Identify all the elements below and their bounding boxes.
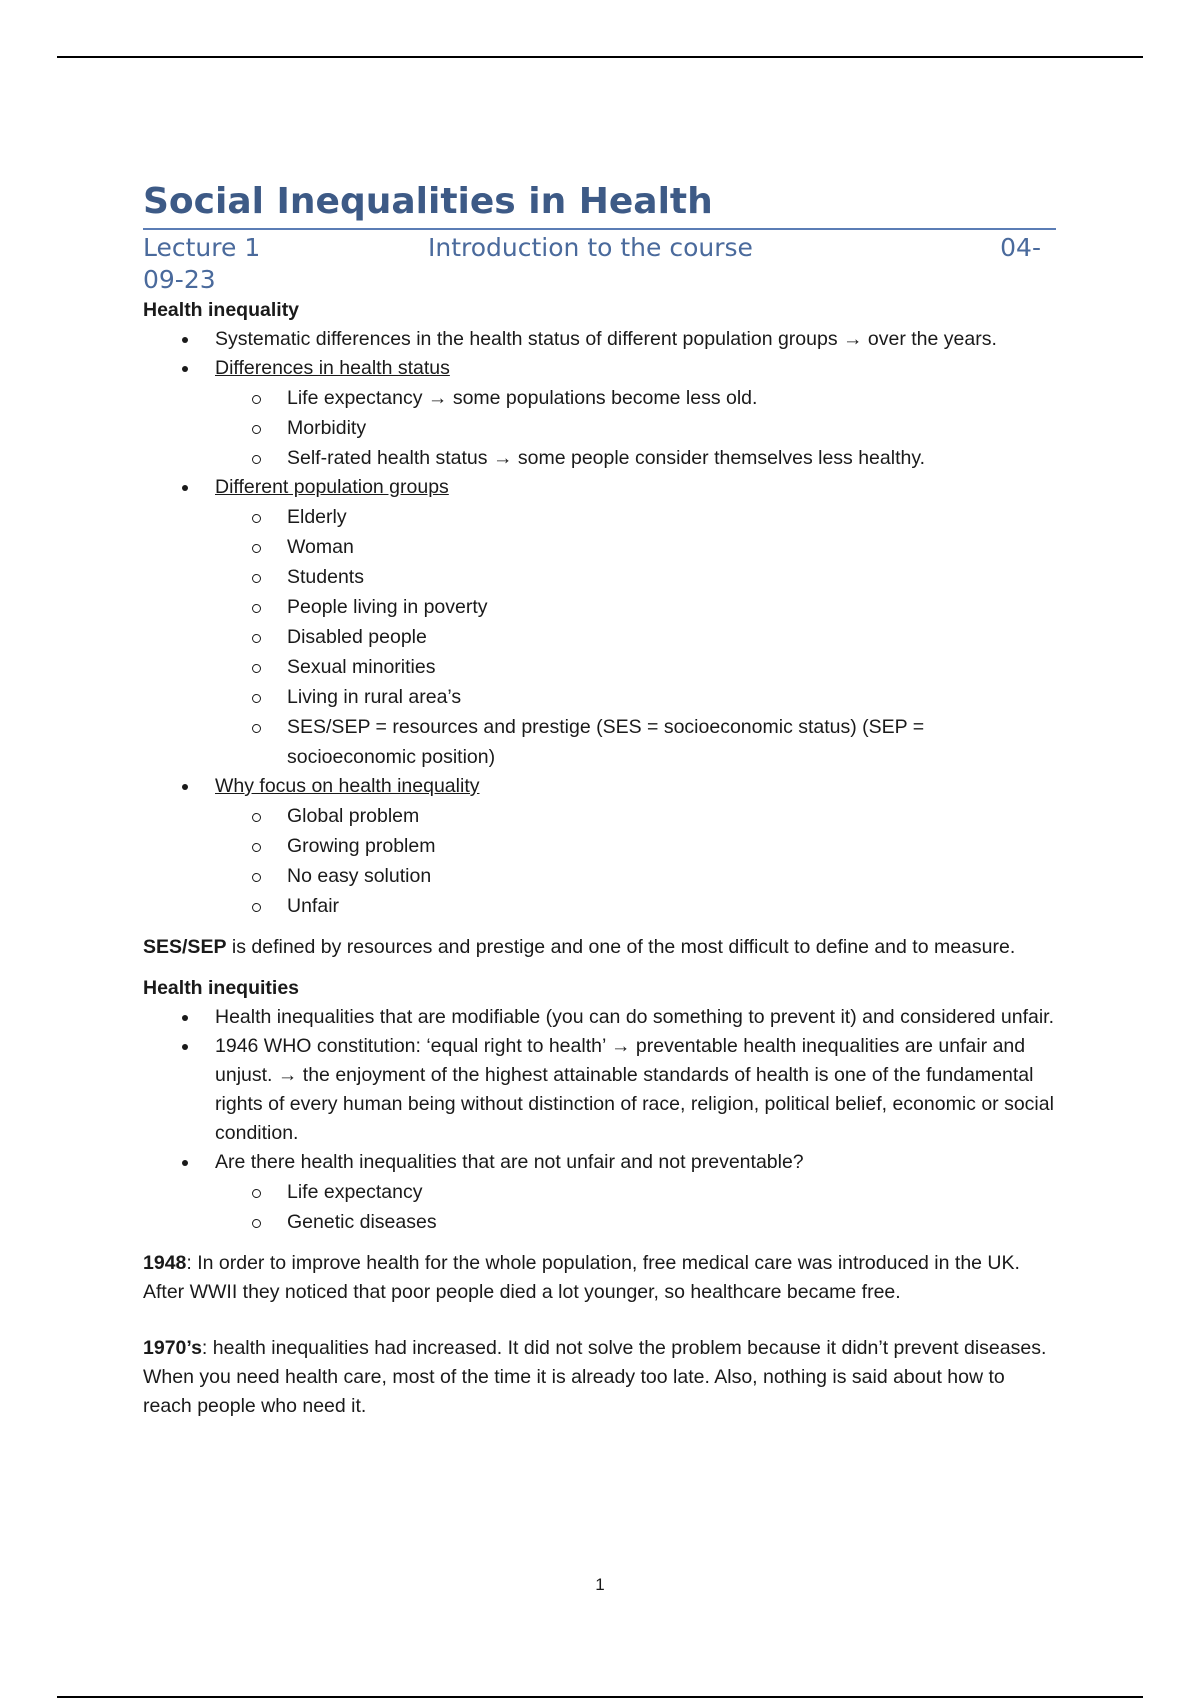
list-item: Health inequalities that are modifiable (you can do something to prevent it) and considered unfair. — [143, 1003, 1056, 1032]
list-item: Morbidity — [215, 413, 1056, 443]
health-inequality-list — [143, 325, 1056, 921]
lecture-subtitle — [143, 232, 1056, 296]
list-item: Life expectancy → some populations become less old. — [215, 383, 1056, 413]
list-item: No easy solution — [215, 861, 1056, 891]
header-rule — [57, 56, 1143, 58]
sub-list — [215, 383, 1056, 473]
sub-list — [215, 1177, 1056, 1237]
lecture-topic: Introduction to the course — [428, 233, 753, 262]
list-item: Sexual minorities — [215, 652, 1056, 682]
ses-paragraph: SES/SEP is defined by resources and prestige and one of the most difficult to define and to measure. — [143, 936, 1016, 958]
list-item: People living in poverty — [215, 592, 1056, 622]
list-item: Global problem — [215, 801, 1056, 831]
list-item: Woman — [215, 532, 1056, 562]
list-item: Why focus on health inequality Global problem Growing problem No easy solution Unfair — [143, 772, 1056, 921]
list-item: Differences in health status Life expectancy → some populations become less old. Morbidity Self-rated health status → some people consider themselves less healthy. — [143, 354, 1056, 473]
sub-list — [215, 801, 1056, 921]
list-item: Growing problem — [215, 831, 1056, 861]
list-item: Different population groups Elderly Woman Students People living in poverty Disabled people Sexual minorities Living in rural area’s SES/SEP = resources and prestige (SES = socioeconomic status) (SEP = socioeconomic position) — [143, 473, 1056, 772]
lecture-number: Lecture 1 — [143, 233, 261, 262]
list-item: Systematic differences in the health status of different population groups → over the years. — [143, 325, 1056, 354]
list-item: Are there health inequalities that are not unfair and not preventable? Life expectancy Genetic diseases — [143, 1148, 1056, 1237]
list-item: Living in rural area’s — [215, 682, 1056, 712]
section-heading-health-inequality: Health inequality — [143, 299, 300, 321]
list-item: Self-rated health status → some people consider themselves less healthy. — [215, 443, 1056, 473]
document-title: Social Inequalities in Health — [143, 178, 1056, 230]
list-item: Unfair — [215, 891, 1056, 921]
list-item: Disabled people — [215, 622, 1056, 652]
sub-list — [215, 502, 1056, 772]
document-body — [143, 178, 1056, 1421]
list-item: Genetic diseases — [215, 1207, 1056, 1237]
list-item: 1946 WHO constitution: ‘equal right to health’ → preventable health inequalities are unfair and unjust. → the enjoyment of the highest attainable standards of health is one of the fundamental rights of every human being without distinction of race, religion, political belief, economic or social condition. — [143, 1032, 1056, 1148]
list-item: Elderly — [215, 502, 1056, 532]
footer-rule — [57, 1696, 1143, 1698]
paragraph-1948: 1948: In order to improve health for the whole population, free medical care was introduced in the UK. After WWII they noticed that poor people died a lot younger, so healthcare became free. — [143, 1252, 1020, 1303]
health-inequities-list — [143, 1003, 1056, 1237]
page-number: 1 — [595, 1575, 605, 1594]
list-item: Life expectancy — [215, 1177, 1056, 1207]
section-heading-health-inequities: Health inequities — [143, 977, 300, 999]
lecture-date-part2: 09-23 — [143, 265, 216, 294]
lecture-date-part1: 04- — [1000, 233, 1041, 262]
list-item: SES/SEP = resources and prestige (SES = socioeconomic status) (SEP = socioeconomic position) — [215, 712, 1056, 772]
list-item: Students — [215, 562, 1056, 592]
paragraph-1970s: 1970’s: health inequalities had increased. It did not solve the problem because it didn’t prevent diseases. When you need health care, most of the time it is already too late. Also, nothing is said about how to reach people who need it. — [143, 1337, 1047, 1417]
